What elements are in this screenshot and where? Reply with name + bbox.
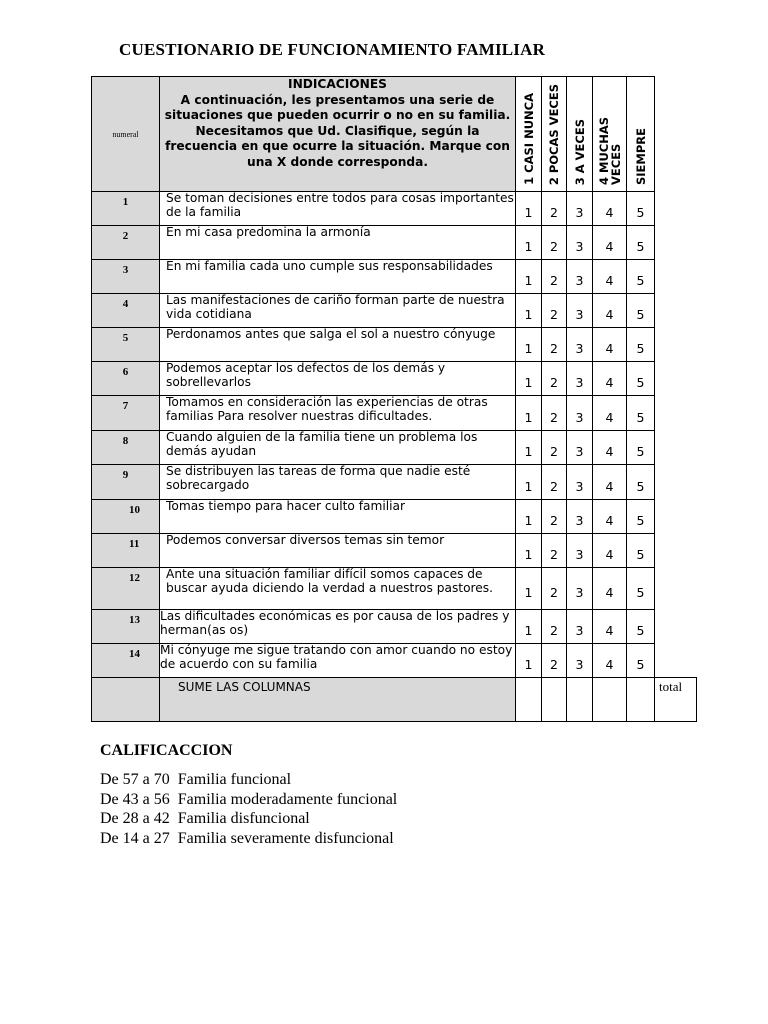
answer-option-1[interactable]: 1: [516, 328, 542, 362]
answer-option-2[interactable]: 2: [542, 294, 567, 328]
answer-option-1[interactable]: 1: [516, 396, 542, 431]
table-row: [92, 534, 697, 568]
item-statement: Las dificultades económicas es por causa de los padres y herman(as os): [160, 610, 516, 644]
calificacion-title: CALIFICACCION: [100, 742, 233, 759]
answer-option-1[interactable]: 1: [516, 431, 542, 465]
answer-option-5[interactable]: 5: [627, 362, 655, 396]
table-row: [92, 294, 697, 328]
answer-option-1[interactable]: 1: [516, 500, 542, 534]
answer-option-3[interactable]: 3: [567, 294, 593, 328]
answer-option-3[interactable]: 3: [567, 610, 593, 644]
answer-option-4[interactable]: 4: [593, 226, 627, 260]
table-row: [92, 226, 697, 260]
answer-option-5[interactable]: 5: [627, 568, 655, 610]
calificacion-list: [100, 770, 397, 848]
answer-option-4[interactable]: 4: [593, 396, 627, 431]
answer-option-1[interactable]: 1: [516, 226, 542, 260]
table-row: [92, 610, 697, 644]
item-number: 9: [92, 465, 160, 500]
item-statement: Cuando alguien de la familia tiene un problema los demás ayudan: [160, 431, 516, 465]
item-statement: Perdonamos antes que salga el sol a nuestro cónyuge: [160, 328, 516, 362]
item-number: 5: [92, 328, 160, 362]
page-title: CUESTIONARIO DE FUNCIONAMIENTO FAMILIAR: [119, 40, 546, 59]
answer-option-4[interactable]: 4: [593, 192, 627, 226]
answer-option-2[interactable]: 2: [542, 644, 567, 678]
calificacion-item: De 28 a 42 Familia disfuncional: [100, 810, 310, 827]
calificacion-item: De 14 a 27 Familia severamente disfuncional: [100, 829, 394, 847]
answer-option-3[interactable]: 3: [567, 500, 593, 534]
answer-option-3[interactable]: 3: [567, 534, 593, 568]
answer-option-5[interactable]: 5: [627, 226, 655, 260]
answer-option-2[interactable]: 2: [542, 192, 567, 226]
answer-option-2[interactable]: 2: [542, 534, 567, 568]
item-statement: Tomamos en consideración las experiencias de otras familias Para resolver nuestras dificultades.: [160, 396, 516, 431]
item-number: 10: [92, 500, 160, 534]
item-number: 12: [92, 568, 160, 610]
answer-option-4[interactable]: 4: [593, 644, 627, 678]
table-row: [92, 328, 697, 362]
item-number: 3: [92, 260, 160, 294]
sum-cell-2[interactable]: [542, 678, 567, 722]
answer-option-3[interactable]: 3: [567, 260, 593, 294]
answer-option-3[interactable]: 3: [567, 362, 593, 396]
answer-option-1[interactable]: 1: [516, 610, 542, 644]
answer-option-3[interactable]: 3: [567, 192, 593, 226]
answer-option-1[interactable]: 1: [516, 192, 542, 226]
questionnaire-table: [91, 76, 697, 722]
answer-option-1[interactable]: 1: [516, 534, 542, 568]
sum-cell-5[interactable]: [627, 678, 655, 722]
answer-option-2[interactable]: 2: [542, 226, 567, 260]
answer-option-3[interactable]: 3: [567, 568, 593, 610]
sum-cell-4[interactable]: [593, 678, 627, 722]
answer-option-1[interactable]: 1: [516, 568, 542, 610]
answer-option-3[interactable]: 3: [567, 226, 593, 260]
sum-cell-3[interactable]: [567, 678, 593, 722]
header-row: [92, 77, 697, 192]
item-number: 6: [92, 362, 160, 396]
column-header-casi-nunca: 1 CASI NUNCA: [516, 77, 542, 192]
answer-option-4[interactable]: 4: [593, 294, 627, 328]
answer-option-5[interactable]: 5: [627, 431, 655, 465]
item-statement: Ante una situación familiar difícil somos capaces de buscar ayuda diciendo la verdad a nuestros pastores.: [160, 568, 516, 610]
answer-option-5[interactable]: 5: [627, 192, 655, 226]
answer-option-3[interactable]: 3: [567, 431, 593, 465]
answer-option-4[interactable]: 4: [593, 362, 627, 396]
answer-option-5[interactable]: 5: [627, 644, 655, 678]
item-statement: En mi familia cada uno cumple sus responsabilidades: [160, 260, 516, 294]
sum-number-cell: [92, 678, 160, 722]
answer-option-2[interactable]: 2: [542, 260, 567, 294]
sum-row: [92, 678, 697, 722]
item-statement: Se distribuyen las tareas de forma que nadie esté sobrecargado: [160, 465, 516, 500]
answer-option-5[interactable]: 5: [627, 260, 655, 294]
item-statement: Podemos aceptar los defectos de los demás y sobrellevarlos: [160, 362, 516, 396]
item-statement: Mi cónyuge me sigue tratando con amor cuando no estoy de acuerdo con su familia: [160, 644, 516, 678]
answer-option-5[interactable]: 5: [627, 500, 655, 534]
answer-option-1[interactable]: 1: [516, 260, 542, 294]
answer-option-5[interactable]: 5: [627, 534, 655, 568]
total-cell[interactable]: total: [655, 678, 697, 722]
answer-option-2[interactable]: 2: [542, 610, 567, 644]
answer-option-2[interactable]: 2: [542, 500, 567, 534]
answer-option-1[interactable]: 1: [516, 362, 542, 396]
indicaciones-text: A continuación, les presentamos una serie de situaciones que pueden ocurrir o no en su familia. Necesitamos que Ud. Clasifique, según la frecuencia en que ocurre la situación. Marque con una X donde corresponda.: [164, 92, 511, 169]
answer-option-1[interactable]: 1: [516, 465, 542, 500]
item-statement: Podemos conversar diversos temas sin temor: [160, 534, 516, 568]
table-row: [92, 362, 697, 396]
indicaciones-header: [160, 77, 516, 192]
column-header-pocas-veces: 2 POCAS VECES: [542, 77, 567, 192]
item-number: 13: [92, 610, 160, 644]
answer-option-4[interactable]: 4: [593, 328, 627, 362]
column-header-muchas-veces: 4 MUCHAS VECES: [593, 77, 627, 192]
table-row: [92, 644, 697, 678]
table-row: [92, 431, 697, 465]
calificacion-item: De 43 a 56 Familia moderadamente funcional: [100, 790, 398, 808]
answer-option-4[interactable]: 4: [593, 534, 627, 568]
item-statement: Las manifestaciones de cariño forman parte de nuestra vida cotidiana: [160, 294, 516, 328]
answer-option-4[interactable]: 4: [593, 568, 627, 610]
sum-label: SUME LAS COLUMNAS: [160, 678, 516, 722]
table-row: [92, 500, 697, 534]
answer-option-4[interactable]: 4: [593, 260, 627, 294]
answer-option-5[interactable]: 5: [627, 610, 655, 644]
answer-option-5[interactable]: 5: [627, 328, 655, 362]
table-row: [92, 192, 697, 226]
sum-cell-1[interactable]: [516, 678, 542, 722]
answer-option-4[interactable]: 4: [593, 610, 627, 644]
answer-option-4[interactable]: 4: [593, 465, 627, 500]
item-number: 4: [92, 294, 160, 328]
table-row: [92, 260, 697, 294]
item-number: 1: [92, 192, 160, 226]
answer-option-5[interactable]: 5: [627, 294, 655, 328]
item-number: 2: [92, 226, 160, 260]
column-header-siempre: SIEMPRE: [627, 77, 655, 192]
answer-option-4[interactable]: 4: [593, 431, 627, 465]
answer-option-5[interactable]: 5: [627, 396, 655, 431]
table-row: [92, 396, 697, 431]
answer-option-1[interactable]: 1: [516, 644, 542, 678]
answer-option-3[interactable]: 3: [567, 465, 593, 500]
item-number: 8: [92, 431, 160, 465]
column-header-a-veces: 3 A VECES: [567, 77, 593, 192]
item-statement: Tomas tiempo para hacer culto familiar: [160, 500, 516, 534]
answer-option-2[interactable]: 2: [542, 568, 567, 610]
item-number: 7: [92, 396, 160, 431]
answer-option-4[interactable]: 4: [593, 500, 627, 534]
answer-option-3[interactable]: 3: [567, 328, 593, 362]
calificacion-item: De 57 a 70 Familia funcional: [100, 771, 292, 788]
indicaciones-title: INDICACIONES: [288, 77, 387, 91]
item-statement: Se toman decisiones entre todos para cosas importantes de la familia: [160, 192, 516, 226]
answer-option-2[interactable]: 2: [542, 465, 567, 500]
table-row: [92, 568, 697, 610]
answer-option-3[interactable]: 3: [567, 396, 593, 431]
answer-option-2[interactable]: 2: [542, 431, 567, 465]
item-number: 11: [92, 534, 160, 568]
item-number: 14: [92, 644, 160, 678]
answer-option-1[interactable]: 1: [516, 294, 542, 328]
answer-option-2[interactable]: 2: [542, 396, 567, 431]
table-row: [92, 465, 697, 500]
answer-option-2[interactable]: 2: [542, 328, 567, 362]
answer-option-3[interactable]: 3: [567, 644, 593, 678]
answer-option-5[interactable]: 5: [627, 465, 655, 500]
answer-option-2[interactable]: 2: [542, 362, 567, 396]
numeral-header: numeral: [92, 77, 160, 192]
item-statement: En mi casa predomina la armonía: [160, 226, 516, 260]
